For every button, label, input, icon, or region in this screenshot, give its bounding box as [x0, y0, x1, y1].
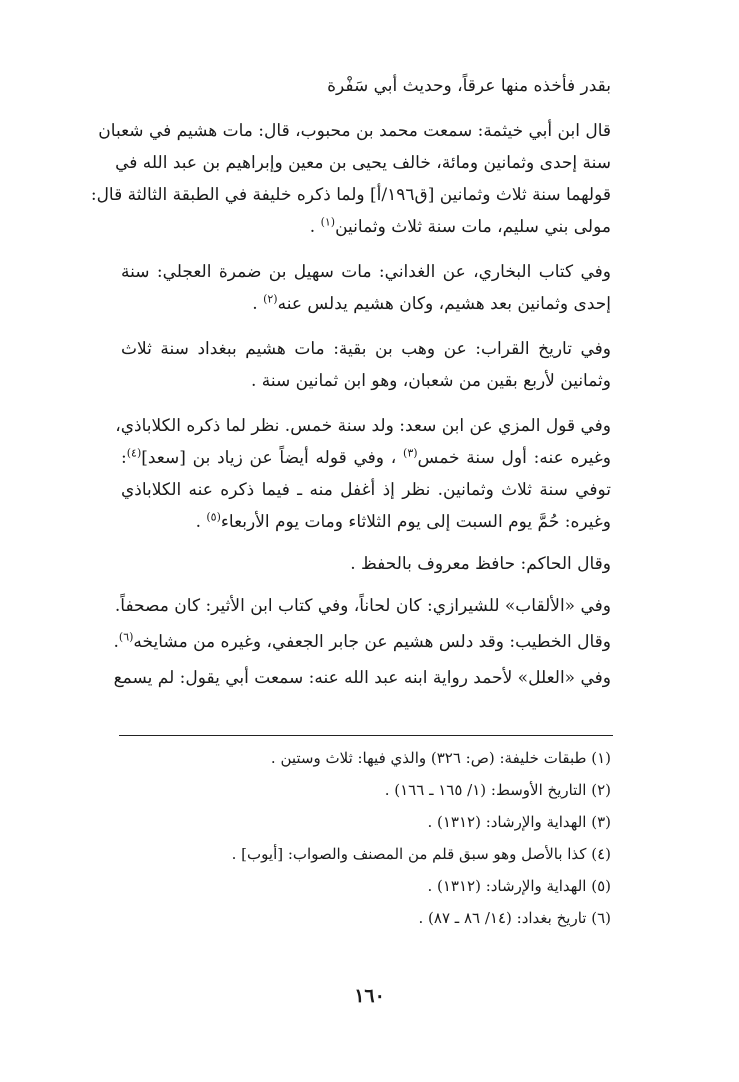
footnote: (٤) كذا بالأصل وهو سبق قلم من المصنف والصواب: [أيوب] . [231, 845, 611, 863]
footnote-ref: (٤) [126, 446, 142, 460]
text-line: وغيره: حُمَّ يوم السبت إلى يوم الثلاثاء ومات يوم الأربعاء$^{(٥)}$ . [195, 510, 611, 532]
text-line: وقال الخطيب: وقد دلس هشيم عن جابر الجعفي، وغيره من مشايخه$^{(٦)}$. [113, 630, 611, 652]
footnote-separator [119, 735, 613, 736]
text-line: وقال الحاكم: حافظ معروف بالحفظ . [350, 554, 611, 574]
page-number: ١٦٠ [354, 985, 385, 1007]
text-line: وفي قول المزي عن ابن سعد: ولد سنة خمس. نظر لما ذكره الكلاباذي، [115, 416, 611, 436]
text-line: بقدر فأخذه منها عرقاً، وحديث أبي سَفْرة [327, 76, 611, 96]
text-line: وفي «الألقاب» للشيرازي: كان لحاناً، وفي كتاب ابن الأثير: كان مصحفاً. [114, 596, 611, 616]
footnote: (٣) الهداية والإرشاد: (١٣١٢) . [427, 813, 611, 831]
footnote-ref: (٦) [118, 630, 134, 644]
footnote-ref: (٥) [206, 510, 221, 524]
footnote: (٥) الهداية والإرشاد: (١٣١٢) . [427, 877, 611, 895]
text-line: توفي سنة ثلاث وثمانين. نظر إذ أغفل منه ـ فيما ذكره عنه الكلاباذي [121, 480, 611, 500]
text-line: وغيره عنه: أول سنة خمس$^{(٣)}$ ، وفي قوله أيضاً عن زياد بن [سعد]$^{(٤)}$: [121, 446, 611, 468]
footnote-ref: (٢) [263, 292, 278, 306]
text-line: وفي «العلل» لأحمد رواية ابنه عبد الله عنه: سمعت أبي يقول: لم يسمع [113, 668, 611, 688]
text-line: سنة إحدى وثمانين ومائة، خالف يحيى بن معين وإبراهيم بن عبد الله في [115, 153, 611, 173]
text-line: وفي تاريخ القراب: عن وهب بن بقية: مات هشيم ببغداد سنة ثلاث [121, 339, 611, 359]
text-line: إحدى وثمانين بعد هشيم، وكان هشيم يدلس عنه$^{(٢)}$ . [252, 292, 611, 314]
footnote: (١) طبقات خليفة: (ص: ٣٢٦) والذي فيها: ثلاث وستين . [270, 749, 611, 767]
text-line: قال ابن أبي خيثمة: سمعت محمد بن محبوب، قال: مات هشيم في شعبان [98, 121, 611, 141]
footnote: (٦) تاريخ بغداد: (١٤/ ٨٦ ـ ٨٧) . [418, 909, 611, 927]
footnote-ref: (٣) [403, 446, 418, 460]
footnote-ref: (١) [320, 215, 336, 229]
main-text [0, 70, 739, 720]
footnote: (٢) التاريخ الأوسط: (١/ ١٦٥ ـ ١٦٦) . [384, 781, 611, 799]
text-line: مولى بني سليم، مات سنة ثلاث وثمانين$^{(١)}$ . [309, 215, 611, 237]
text-line: قولهما سنة ثلاث وثمانين [ق١٩٦/أ] ولما ذكره خليفة في الطبقة الثالثة قال: [90, 185, 611, 205]
text-line: وثمانين لأربع بقين من شعبان، وهو ابن ثمانين سنة . [250, 371, 611, 391]
text-line: وفي كتاب البخاري، عن الغداني: مات سهيل بن ضمرة العجلي: سنة [121, 262, 611, 282]
